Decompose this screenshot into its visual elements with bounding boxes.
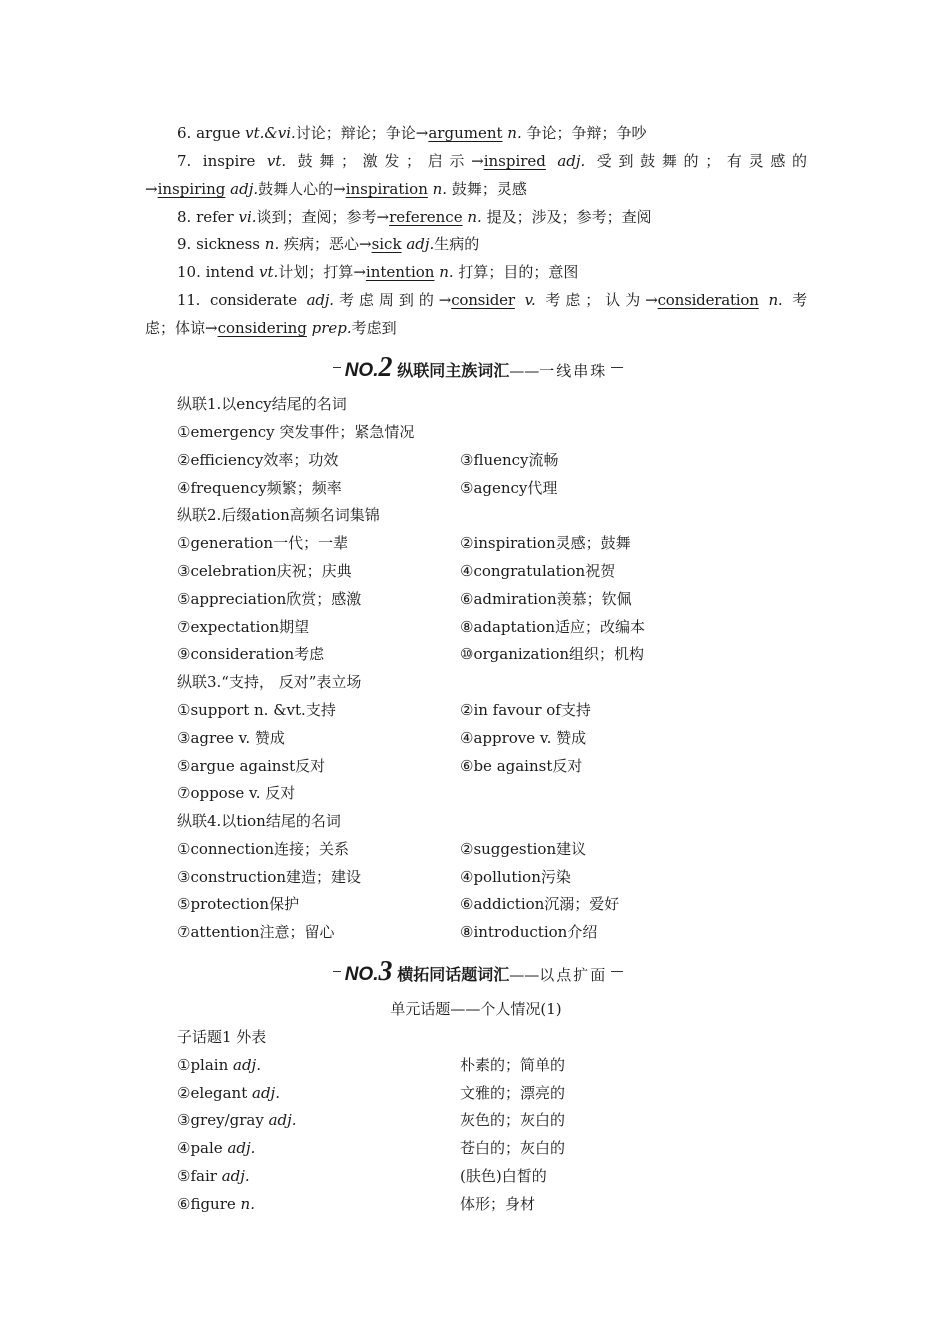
vocab-row: ⑥figure n. 体形；身材: [177, 1195, 536, 1213]
subtopic-heading: 子话题1 外表: [177, 1028, 267, 1046]
list-item: ①emergency 突发事件；紧急情况: [177, 423, 415, 441]
vocab-row: ③grey/gray adj. 灰色的；灰白的: [177, 1111, 566, 1129]
group-heading: 纵联1.以ency结尾的名词: [177, 395, 347, 413]
vocab-row: ②elegant adj. 文雅的；漂亮的: [177, 1084, 566, 1102]
entry-intend: 10. intend vt.计划；打算→intention n. 打算；目的；意图: [177, 263, 579, 281]
list-item: ⑦attention注意；留心 ⑧introduction介绍: [177, 923, 598, 941]
entry-considerate-cont: 虑；体谅→considering prep.考虑到: [145, 319, 397, 337]
list-item: ⑤argue against反对 ⑥be against反对: [177, 757, 583, 775]
list-item: ①generation一代；一辈 ②inspiration灵感；鼓舞: [177, 534, 631, 552]
list-item: ①support n. &vt.支持 ②in favour of支持: [177, 701, 591, 719]
entry-inspire: 7. inspire vt. 鼓舞；激发；启示→inspired adj. 受到鼓舞的；有灵感的: [177, 152, 808, 170]
list-item: ⑦oppose v. 反对: [177, 784, 296, 802]
vocab-row: ⑤fair adj. (肤色)白皙的: [177, 1167, 547, 1185]
list-item: ⑤appreciation欣赏；感激 ⑥admiration羡慕；钦佩: [177, 590, 632, 608]
list-item: ②efficiency效率；功效 ③fluency流畅: [177, 451, 559, 469]
group-heading: 纵联2.后缀ation高频名词集锦: [177, 506, 380, 524]
list-item: ④frequency频繁；频率 ⑤agency代理: [177, 479, 558, 497]
list-item: ⑤protection保护 ⑥addiction沉溺；爱好: [177, 895, 620, 913]
list-item: ③celebration庆祝；庆典 ④congratulation祝贺: [177, 562, 616, 580]
section-subtitle: 以点扩面: [539, 966, 608, 984]
entry-refer: 8. refer vi.谈到；查阅；参考→reference n. 提及；涉及；参考；查阅: [177, 208, 652, 226]
answer-reference: reference: [389, 208, 463, 226]
answer-intention: intention: [365, 263, 435, 281]
group-heading: 纵联3.“支持， 反对”表立场: [177, 673, 362, 691]
answer-inspiring: inspiring: [157, 180, 226, 198]
section-header-no3: NO.3 横拓同话题词汇——以点扩面: [145, 957, 807, 987]
entry-inspire-cont: →inspiring adj.鼓舞人心的→inspiration n. 鼓舞；灵感: [145, 180, 527, 198]
answer-inspired: inspired: [483, 152, 546, 170]
entry-argue: 6. argue vt.&vi.讨论；辩论；争论→argument n. 争论；争辩；争吵: [177, 124, 647, 142]
answer-consideration: consideration: [657, 291, 759, 309]
entry-considerate: 11. considerate adj.考虑周到的→consider v. 考虑；认为→consideration n. 考: [177, 291, 808, 309]
entry-sickness: 9. sickness n. 疾病；恶心→sick adj.生病的: [177, 235, 480, 253]
group-heading: 纵联4.以tion结尾的名词: [177, 812, 341, 830]
list-item: ⑦expectation期望 ⑧adaptation适应；改编本: [177, 618, 646, 636]
section-title: 纵联同主族词汇: [397, 361, 510, 380]
list-item: ①connection连接；关系 ②suggestion建议: [177, 840, 587, 858]
unit-topic: 单元话题——个人情况(1): [390, 1000, 562, 1018]
vocab-row: ①plain adj. 朴素的；简单的: [177, 1056, 566, 1074]
section-subtitle: 一线串珠: [539, 362, 608, 380]
list-item: ③construction建造；建设 ④pollution污染: [177, 868, 571, 886]
answer-sick: sick: [371, 235, 402, 253]
answer-inspiration: inspiration: [345, 180, 428, 198]
vocab-row: ④pale adj. 苍白的；灰白的: [177, 1139, 566, 1157]
list-item: ③agree v. 赞成 ④approve v. 赞成: [177, 729, 587, 747]
section-header-no2: NO.2 纵联同主族词汇——一线串珠: [145, 353, 807, 383]
section-title: 横拓同话题词汇: [397, 965, 510, 984]
answer-argument: argument: [428, 124, 503, 142]
answer-consider: consider: [451, 291, 515, 309]
answer-considering: considering: [217, 319, 307, 337]
list-item: ⑨consideration考虑 ⑩organization组织；机构: [177, 645, 645, 663]
